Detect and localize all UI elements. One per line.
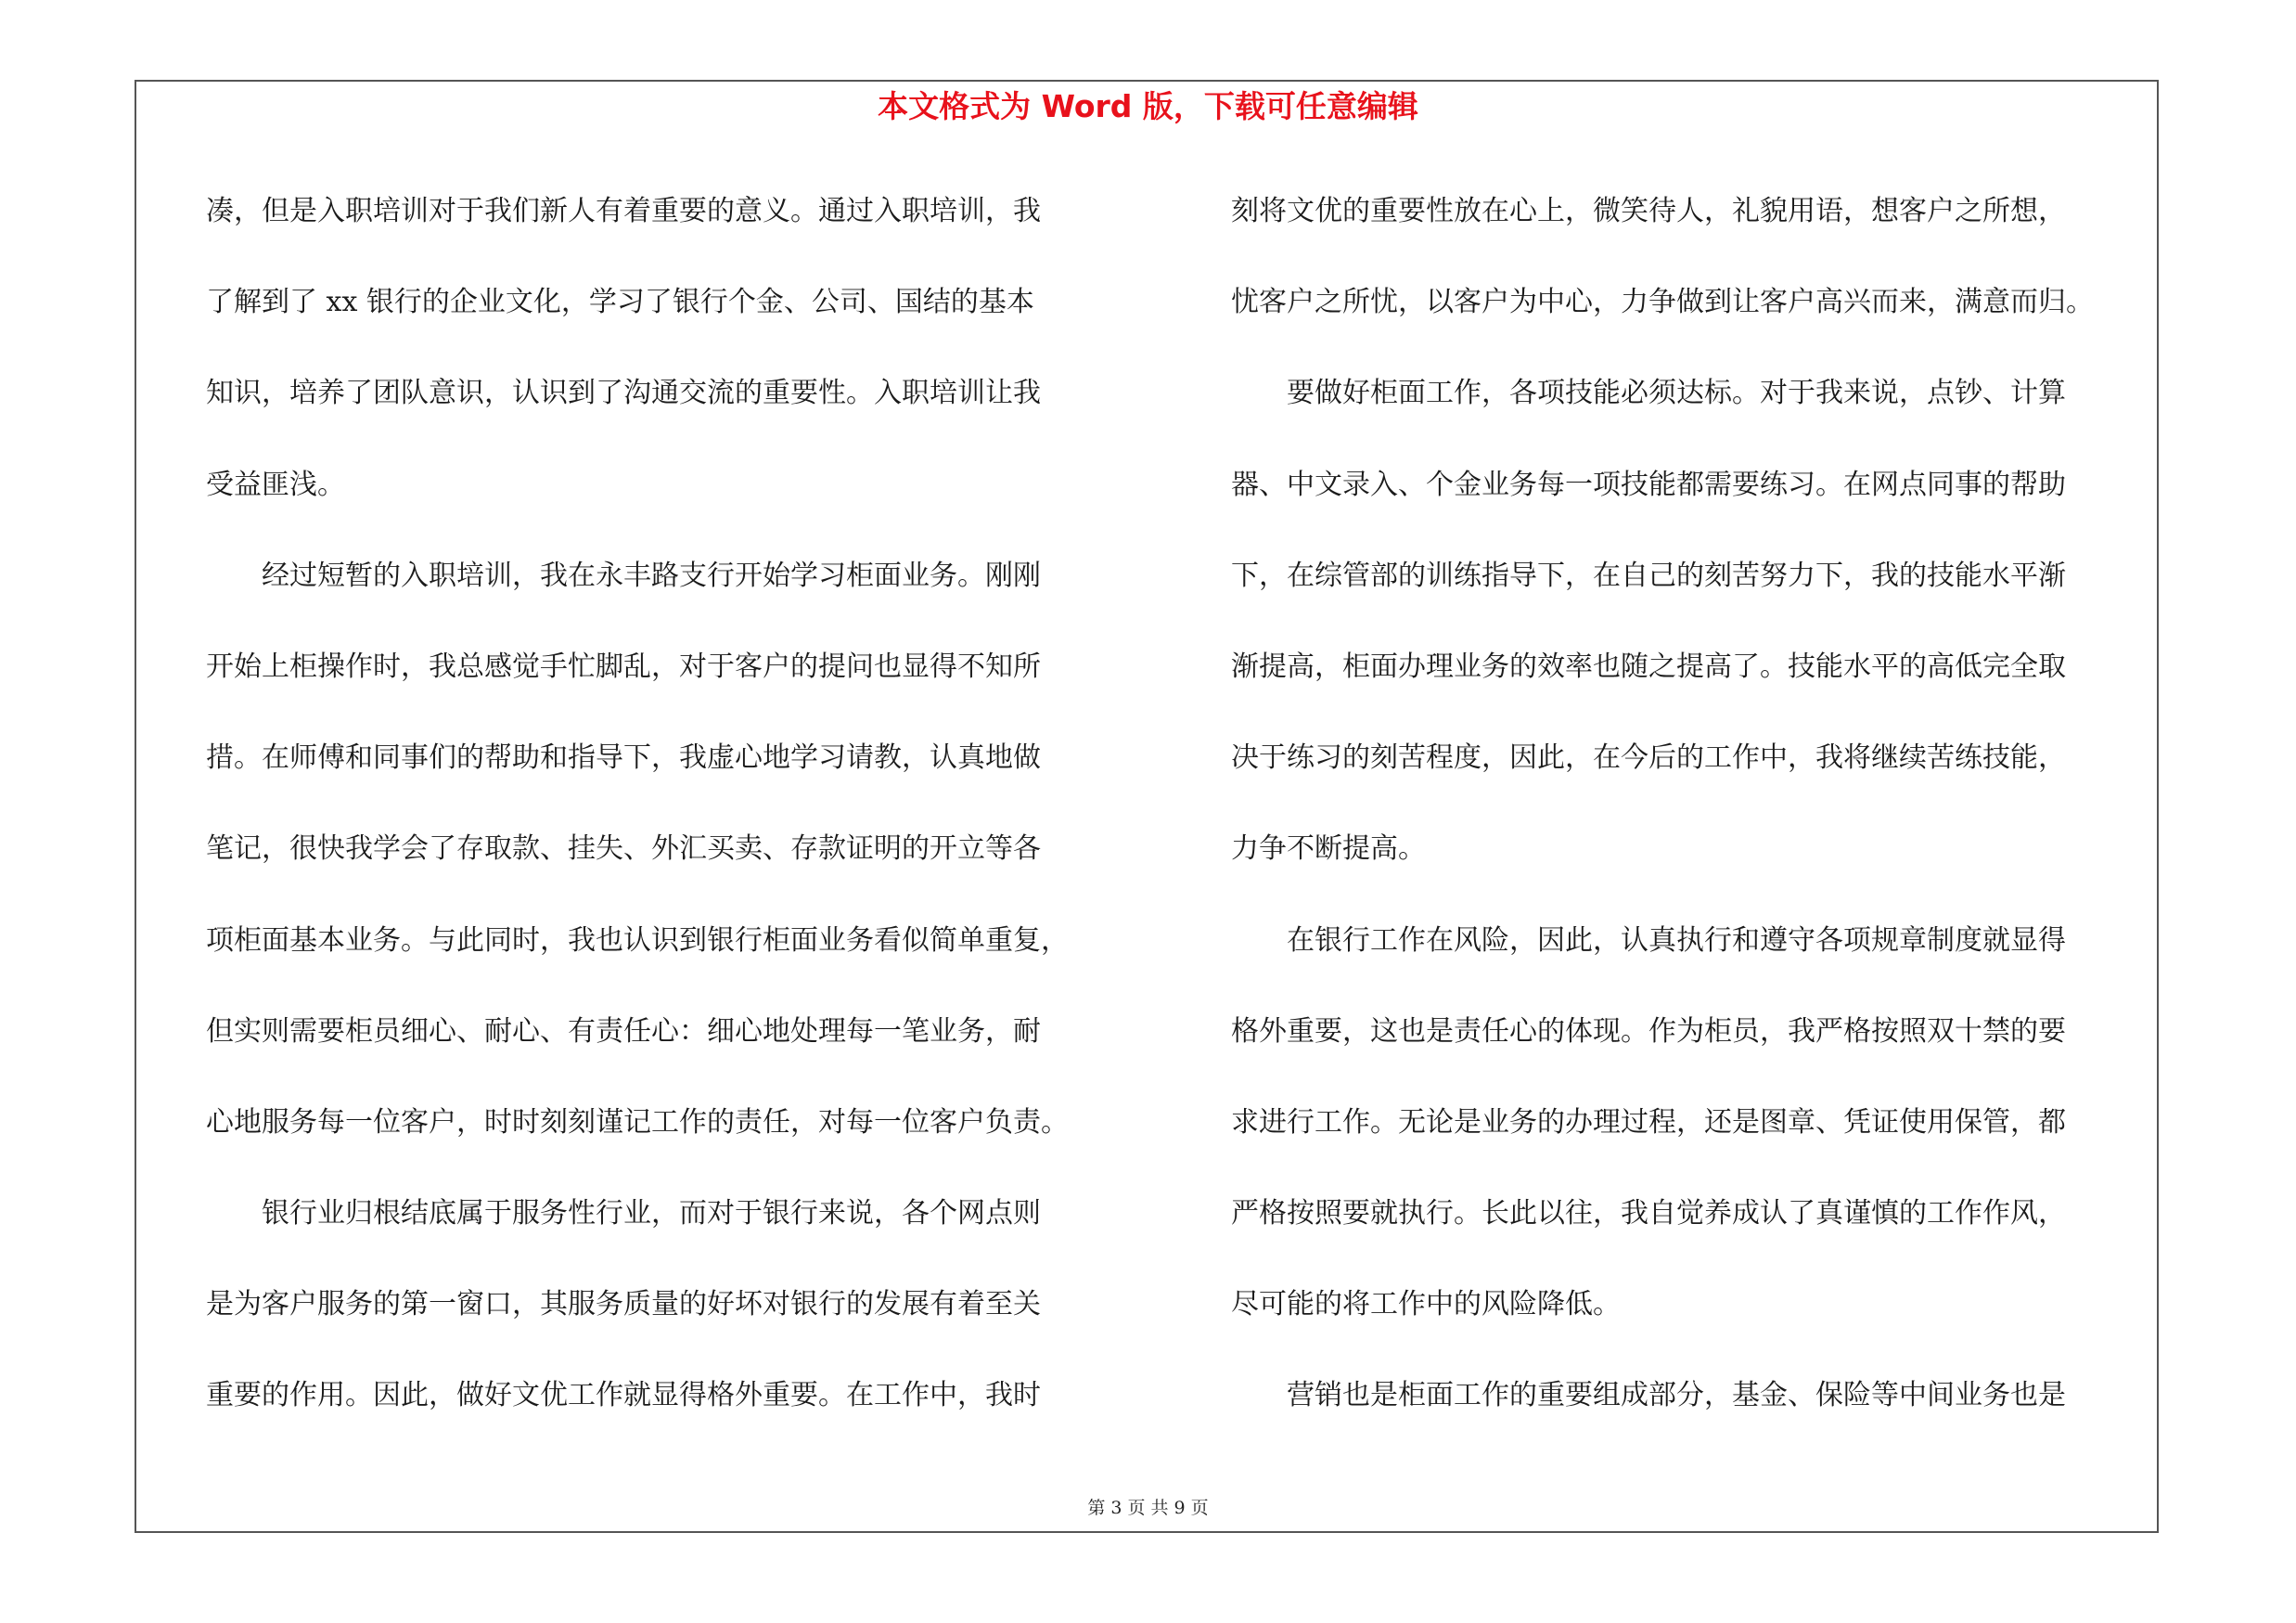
- text-line: 决于练习的刻苦程度，因此，在今后的工作中，我将继续苦练技能，: [1231, 741, 2066, 775]
- text-line: 受益匪浅。: [206, 468, 345, 501]
- text-line: 在银行工作在风险，因此，认真执行和遵守各项规章制度就显得: [1231, 923, 2066, 957]
- text-line: 要做好柜面工作，各项技能必须达标。对于我来说，点钞、计算: [1231, 377, 2066, 410]
- text-line: 渐提高，柜面办理业务的效率也随之提高了。技能水平的高低完全取: [1231, 650, 2066, 683]
- text-line: 严格按照要就执行。长此以往，我自觉养成认了真谨慎的工作作风，: [1231, 1197, 2066, 1230]
- text-line: 力争不断提高。: [1231, 832, 1426, 866]
- text-line: 银行业归根结底属于服务性行业，而对于银行来说，各个网点则: [206, 1197, 1041, 1230]
- text-line: 凑，但是入职培训对于我们新人有着重要的意义。通过入职培训，我: [206, 195, 1041, 227]
- text-line: 了解到了 xx 银行的企业文化，学习了银行个金、公司、国结的基本: [206, 286, 1034, 319]
- text-line: 求进行工作。无论是业务的办理过程，还是图章、凭证使用保管，都: [1231, 1105, 2066, 1139]
- text-line: 笔记，很快我学会了存取款、挂失、外汇买卖、存款证明的开立等各: [206, 832, 1041, 866]
- right-text-column: [1231, 182, 2149, 1481]
- text-line: 忧客户之所忧，以客户为中心，力争做到让客户高兴而来，满意而归。: [1231, 286, 2094, 319]
- text-line: 重要的作用。因此，做好文优工作就显得格外重要。在工作中，我时: [206, 1379, 1041, 1412]
- text-line: 开始上柜操作时，我总感觉手忙脚乱，对于客户的提问也显得不知所: [206, 650, 1041, 683]
- text-line: 项柜面基本业务。与此同时，我也认识到银行柜面业务看似简单重复，: [206, 923, 1069, 957]
- text-line: 营销也是柜面工作的重要组成部分，基金、保险等中间业务也是: [1231, 1379, 2066, 1412]
- text-line: 是为客户服务的第一窗口，其服务质量的好坏对银行的发展有着至关: [206, 1288, 1041, 1321]
- text-line: 措。在师傅和同事们的帮助和指导下，我虚心地学习请教，认真地做: [206, 741, 1041, 775]
- text-line: 但实则需要柜员细心、耐心、有责任心：细心地处理每一笔业务，耐: [206, 1014, 1041, 1048]
- text-line: 尽可能的将工作中的风险降低。: [1231, 1288, 1621, 1321]
- page-number-footer: 第 3 页 共 9 页: [1087, 1498, 1209, 1518]
- text-line: 器、中文录入、个金业务每一项技能都需要练习。在网点同事的帮助: [1231, 468, 2066, 501]
- text-line: 心地服务每一位客户，时时刻刻谨记工作的责任，对每一位客户负责。: [206, 1105, 1069, 1139]
- text-line: 格外重要，这也是责任心的体现。作为柜员，我严格按照双十禁的要: [1231, 1014, 2066, 1048]
- text-line: 经过短暂的入职培训，我在永丰路支行开始学习柜面业务。刚刚: [206, 559, 1041, 592]
- text-line: 知识，培养了团队意识，认识到了沟通交流的重要性。入职培训让我: [206, 377, 1041, 410]
- text-line: 刻将文优的重要性放在心上，微笑待人，礼貌用语，想客户之所想，: [1231, 195, 2066, 227]
- text-line: 下，在综管部的训练指导下，在自己的刻苦努力下，我的技能水平渐: [1231, 559, 2066, 592]
- word-format-banner: 本文格式为 Word 版，下载可任意编辑: [878, 88, 1418, 124]
- left-text-column: [206, 182, 1124, 1481]
